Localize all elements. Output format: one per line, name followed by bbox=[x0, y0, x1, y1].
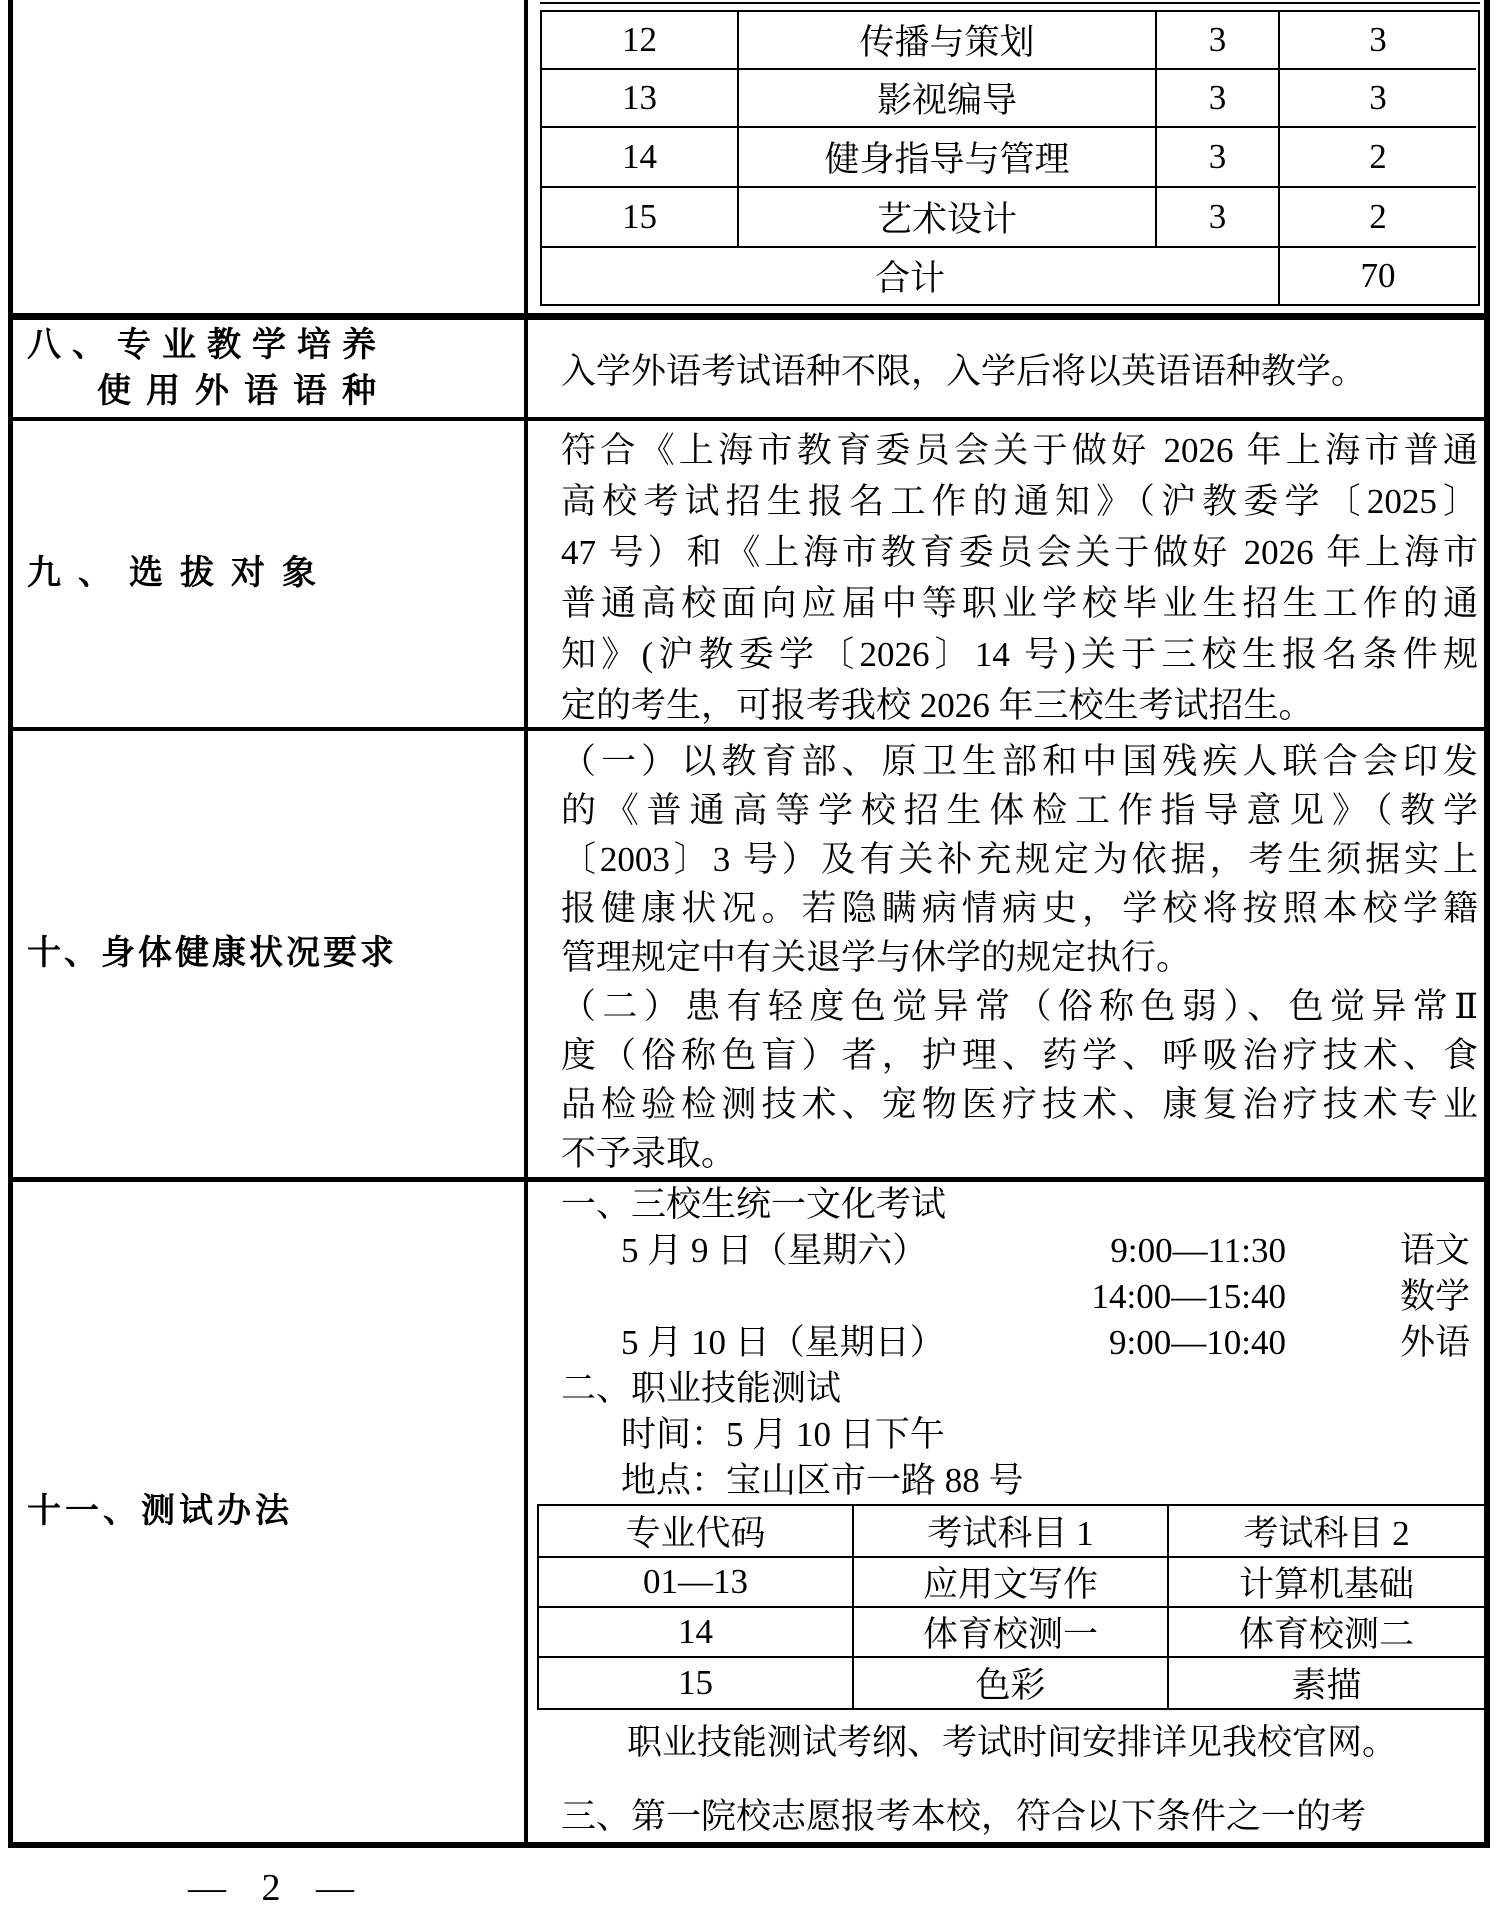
section-9-label bbox=[13, 421, 528, 727]
section-8-content bbox=[528, 320, 1484, 417]
exam-time: 9:00—10:40 bbox=[1109, 1323, 1286, 1362]
section-8-label-line1: 八、专业教学培养 bbox=[27, 326, 387, 364]
skill-test-time: 时间：5 月 10 日下午 bbox=[621, 1415, 945, 1454]
skill-table-cell: 计算机基础 bbox=[1169, 1558, 1484, 1608]
section-8-label-line2: 使用外语语种 bbox=[97, 372, 391, 410]
exam-date: 5 月 10 日（星期日） bbox=[621, 1323, 945, 1362]
paragraph-line: 定的考生，可报考我校 2026 年三校生考试招生。 bbox=[561, 686, 1314, 725]
section-10-label bbox=[13, 731, 528, 1177]
section-10-label-text: 十、身体健康状况要求 bbox=[27, 935, 397, 972]
paragraph-line: 品检验检测技术、宠物医疗技术、康复治疗技术专业 bbox=[561, 1085, 1478, 1124]
exam-time: 9:00—11:30 bbox=[1110, 1231, 1286, 1270]
major-name-cell: 影视编导 bbox=[739, 70, 1157, 128]
paragraph-line: （二）患有轻度色觉异常（俗称色弱）、色觉异常Ⅱ bbox=[561, 987, 1478, 1026]
major-code-cell: 15 bbox=[542, 188, 739, 248]
majors-total-value-cell: 70 bbox=[1360, 256, 1396, 295]
paragraph-line: 管理规定中有关退学与休学的规定执行。 bbox=[561, 938, 1192, 977]
exam-schedule-row bbox=[528, 1228, 1484, 1274]
selection-target-paragraph bbox=[528, 421, 1484, 731]
major-value1-cell: 3 bbox=[1157, 70, 1280, 128]
skill-table-header-cell: 考试科目 2 bbox=[1169, 1506, 1484, 1558]
skill-test-place: 地点：宝山区市一路 88 号 bbox=[621, 1461, 1024, 1500]
section-9-label-text: 九、选拔对象 bbox=[27, 555, 333, 592]
section-row-majors-continued bbox=[13, 0, 1484, 320]
major-value2-cell: 2 bbox=[1280, 188, 1476, 248]
skill-table-cell: 01—13 bbox=[539, 1558, 854, 1608]
skill-test-note: 职业技能测试考纲、考试时间安排详见我校官网。 bbox=[627, 1723, 1398, 1762]
paragraph-line: （一）以教育部、原卫生部和中国残疾人联合会印发 bbox=[561, 742, 1478, 781]
majors-row-label-empty bbox=[13, 0, 528, 313]
foreign-language-policy-text: 入学外语考试语种不限，入学后将以英语语种教学。 bbox=[561, 351, 1367, 391]
skill-table-cell: 15 bbox=[539, 1658, 854, 1708]
exam-time: 14:00—15:40 bbox=[1091, 1277, 1286, 1316]
skill-table-cell: 体育校测二 bbox=[1169, 1608, 1484, 1658]
section-row-8 bbox=[13, 320, 1484, 421]
exam-schedule-row bbox=[528, 1274, 1484, 1320]
exam-subject: 外语 bbox=[1399, 1323, 1470, 1362]
unified-culture-exam-heading: 一、三校生统一文化考试 bbox=[561, 1185, 947, 1224]
paragraph-line: 知》(沪教委学〔2026〕14 号)关于三校生报名条件规 bbox=[561, 635, 1478, 674]
skill-test-heading: 二、职业技能测试 bbox=[561, 1369, 842, 1408]
major-name-cell: 传播与策划 bbox=[739, 12, 1157, 70]
major-code-cell: 14 bbox=[542, 128, 739, 188]
skill-table-cell: 体育校测一 bbox=[854, 1608, 1169, 1658]
section-8-label bbox=[13, 320, 528, 417]
paragraph-line: 符合《上海市教育委员会关于做好 2026 年上海市普通 bbox=[561, 431, 1478, 470]
section-11-label-text: 十一、测试办法 bbox=[27, 1493, 293, 1530]
table-top-rule bbox=[540, 2, 1480, 4]
admission-rules-table bbox=[8, 0, 1490, 1848]
majors-total-label-cell: 合计 bbox=[542, 248, 1280, 304]
section-9-content bbox=[528, 421, 1484, 727]
exam-schedule bbox=[528, 1228, 1484, 1366]
paragraph-line: 〔2003〕3 号）及有关补充规定为依据，考生须据实上 bbox=[561, 840, 1478, 879]
major-name-cell: 艺术设计 bbox=[739, 188, 1157, 248]
major-value1-cell: 3 bbox=[1157, 12, 1280, 70]
skill-table-cell: 应用文写作 bbox=[854, 1558, 1169, 1608]
major-code-cell: 12 bbox=[542, 12, 739, 70]
paragraph-line: 度（俗称色盲）者，护理、药学、呼吸治疗技术、食 bbox=[561, 1036, 1478, 1075]
major-value1-cell: 3 bbox=[1157, 188, 1280, 248]
paragraph-line: 报健康状况。若隐瞒病情病史，学校将按照本校学籍 bbox=[561, 889, 1478, 928]
section-row-10 bbox=[13, 731, 1484, 1182]
skill-table-cell: 色彩 bbox=[854, 1658, 1169, 1708]
skill-table-header-cell: 考试科目 1 bbox=[854, 1506, 1169, 1558]
section-11-content bbox=[528, 1182, 1484, 1842]
exam-subject: 数学 bbox=[1399, 1277, 1470, 1316]
paragraph-line: 普通高校面向应届中等职业学校毕业生招生工作的通 bbox=[561, 584, 1478, 623]
skill-table-cell: 14 bbox=[539, 1608, 854, 1658]
section-11-label bbox=[13, 1182, 528, 1842]
skill-table-cell: 素描 bbox=[1291, 1666, 1362, 1705]
next-section-partial-line: 三、第一院校志愿报考本校，符合以下条件之一的考 bbox=[561, 1797, 1367, 1836]
page-number: — 2 — bbox=[188, 1867, 354, 1909]
paragraph-line: 的《普通高等学校招生体检工作指导意见》（教学 bbox=[561, 791, 1478, 830]
section-row-11 bbox=[13, 1182, 1484, 1842]
exam-date bbox=[621, 1274, 1016, 1320]
major-value2-cell: 2 bbox=[1280, 128, 1476, 188]
section-row-9 bbox=[13, 421, 1484, 731]
major-code-cell: 13 bbox=[542, 70, 739, 128]
majors-table bbox=[540, 10, 1480, 306]
major-value2-cell: 3 bbox=[1280, 12, 1476, 70]
skill-test-table bbox=[537, 1504, 1486, 1710]
paragraph-line: 不予录取。 bbox=[561, 1134, 737, 1173]
major-name-cell: 健身指导与管理 bbox=[739, 128, 1157, 188]
exam-date: 5 月 9 日（星期六） bbox=[621, 1231, 928, 1270]
section-10-content bbox=[528, 731, 1484, 1177]
major-value2-cell: 3 bbox=[1280, 70, 1476, 128]
exam-schedule-row bbox=[528, 1320, 1484, 1366]
majors-row-content bbox=[528, 0, 1484, 313]
major-value1-cell: 3 bbox=[1157, 128, 1280, 188]
paragraph-line: 高校考试招生报名工作的通知》（沪教委学〔2025〕 bbox=[561, 482, 1478, 521]
exam-subject: 语文 bbox=[1399, 1231, 1470, 1270]
paragraph-line: 47 号）和《上海市教育委员会关于做好 2026 年上海市 bbox=[561, 533, 1478, 572]
skill-table-header-cell: 专业代码 bbox=[539, 1506, 854, 1558]
health-requirements-paragraph bbox=[528, 731, 1484, 1178]
